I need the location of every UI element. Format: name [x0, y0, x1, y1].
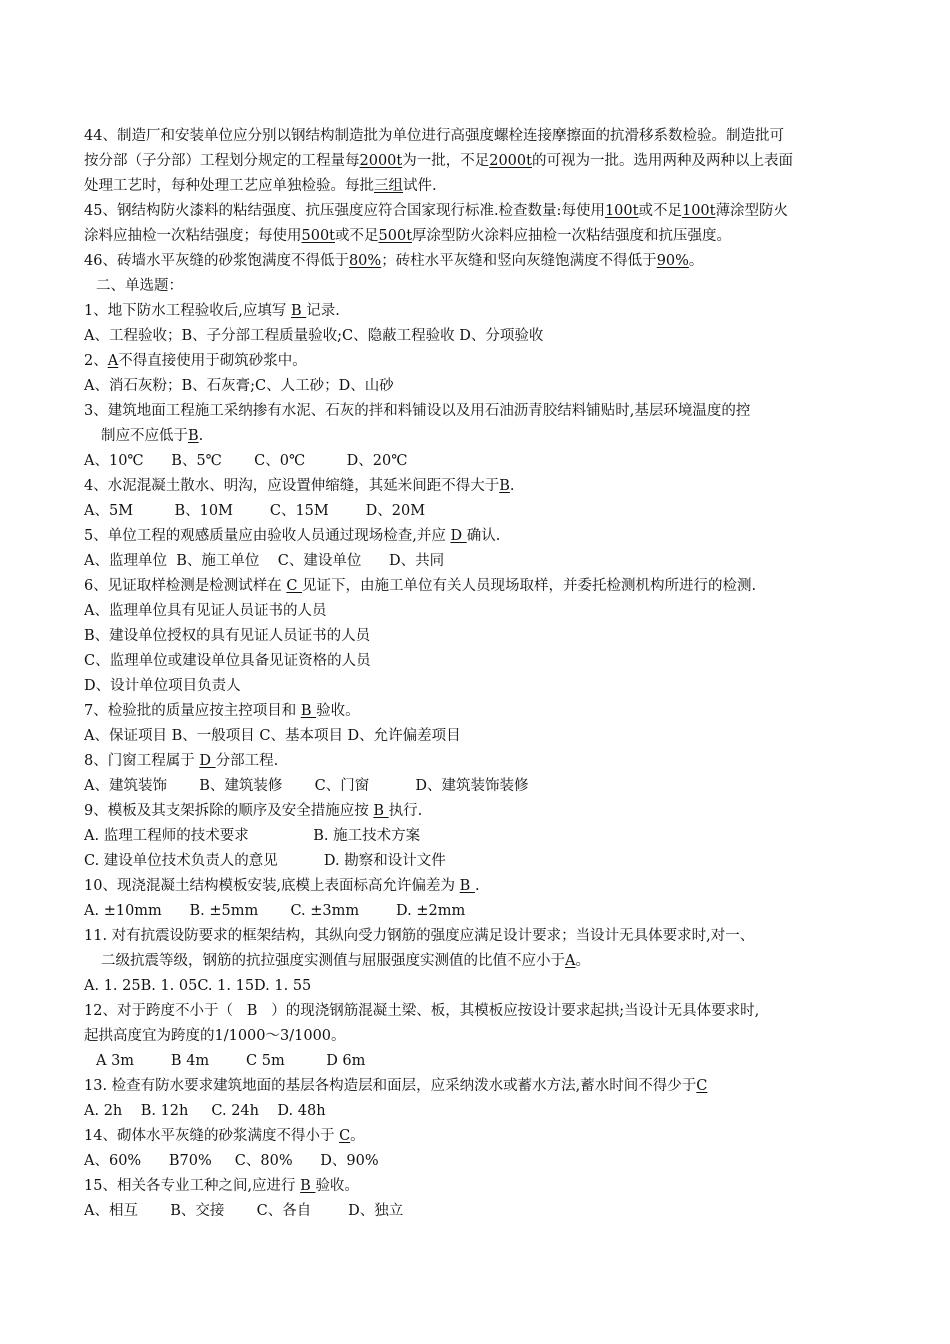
q13 — [84, 1076, 707, 1096]
text: A、5M B、10M C、15M D、20M — [84, 503, 426, 519]
line-44-c — [84, 176, 437, 196]
text: 2、 — [84, 353, 108, 369]
q4-options — [84, 501, 425, 521]
answer: C — [696, 1078, 708, 1094]
text: 制应不应低于 — [101, 428, 188, 444]
text: . — [198, 428, 204, 444]
text: A. 监理工程师的技术要求 B. 施工技术方案 — [84, 828, 421, 844]
text: 。 — [688, 253, 704, 269]
text: 或不足 — [335, 228, 379, 244]
q14-options — [84, 1151, 379, 1171]
answer: 100t — [681, 203, 716, 219]
q6-option-a — [84, 601, 326, 621]
text: ；砖柱水平灰缝和竖向灰缝饱满度不得低于 — [381, 253, 657, 269]
text: 验收。 — [315, 1178, 359, 1194]
text: 涂料应抽检一次粘结强度；每使用 — [84, 228, 302, 244]
text: 执行. — [388, 803, 423, 819]
text: 。 — [350, 1128, 365, 1144]
answer: 三组 — [374, 178, 403, 194]
text: 记录. — [306, 303, 340, 319]
text: A、相互 B、交接 C、各自 D、独立 — [84, 1203, 404, 1219]
q6-option-d — [84, 676, 241, 696]
text: . — [509, 478, 515, 494]
q14 — [84, 1126, 365, 1146]
text: 为一批，不足 — [402, 153, 490, 169]
answer: C — [339, 1128, 351, 1144]
answer: B — [459, 878, 475, 894]
q10-options — [84, 901, 465, 921]
answer: C — [286, 578, 303, 594]
line-44-b — [84, 151, 793, 171]
q7 — [84, 701, 360, 721]
line-44-a — [84, 126, 784, 146]
text: A、60% B70% C、80% D、90% — [84, 1153, 379, 1169]
q3-b — [101, 426, 203, 446]
q6 — [84, 576, 756, 596]
text: 见证下，由施工单位有关人员现场取样，并委托检测机构所进行的检测. — [302, 578, 757, 594]
text: A. ±10mm B. ±5mm C. ±3mm D. ±2mm — [84, 903, 466, 919]
text: C、监理单位或建设单位具备见证资格的人员 — [84, 653, 371, 669]
text: A. 1. 25B. 1. 05C. 1. 15D. 1. 55 — [84, 978, 312, 994]
answer: 500t — [378, 228, 413, 244]
text: 厚涂型防火涂料应抽检一次粘结强度和抗压强度。 — [412, 228, 732, 244]
q12-b — [84, 1026, 346, 1046]
text: 二级抗震等级，钢筋的抗拉强度实测值与屈服强度实测值的比值不应小于 — [101, 953, 565, 969]
text: 10、现浇混凝土结构模板安装,底模上表面标高允许偏差为 — [84, 878, 460, 894]
text: 试件. — [403, 178, 437, 194]
q8 — [84, 751, 278, 771]
text: 9、模板及其支架拆除的顺序及安全措施应按 — [84, 803, 374, 819]
text: 起拱高度宜为跨度的1/1000～3/1000。 — [84, 1028, 346, 1044]
q6-option-c — [84, 651, 371, 671]
text: 11. 对有抗震设防要求的框架结构，其纵向受力钢筋的强度应满足设计要求；当设计无具体要求时,对一、 — [84, 928, 755, 944]
text: A、监理单位 B、施工单位 C、建设单位 D、共同 — [84, 553, 445, 569]
line-45-b — [84, 226, 731, 246]
text: A. 2h B. 12h C. 24h D. 48h — [84, 1103, 326, 1119]
answer: B — [300, 703, 317, 719]
text: 或不足 — [638, 203, 682, 219]
q6-option-b — [84, 626, 370, 646]
text: 4、水泥混凝土散水、明沟，应设置伸缩缝，其延米间距不得大于 — [84, 478, 500, 494]
q1 — [84, 301, 340, 321]
answer: B — [499, 478, 510, 494]
text: 的可视为一批。选用两种及两种以上表面 — [531, 153, 793, 169]
text: 8、门窗工程属于 — [84, 753, 200, 769]
answer: 80% — [348, 253, 382, 269]
text: 薄涂型防火 — [715, 203, 788, 219]
text: 分部工程. — [215, 753, 279, 769]
text: 5、单位工程的观感质量应由验收人员通过现场检查,并应 — [84, 528, 451, 544]
text: 7、检验批的质量应按主控项目和 — [84, 703, 301, 719]
answer: 90% — [656, 253, 689, 269]
answer: D — [199, 753, 216, 769]
text: 6、见证取样检测是检测试样在 — [84, 578, 287, 594]
q5 — [84, 526, 500, 546]
text: 14、砌体水平灰缝的砂浆满度不得小于 — [84, 1128, 340, 1144]
answer: B — [300, 1178, 316, 1194]
q11-options — [84, 976, 311, 996]
text: 45、钢结构防火漆料的粘结强度、抗压强度应符合国家现行标准.检查数量:每使用 — [84, 203, 605, 219]
q9 — [84, 801, 422, 821]
q12-options — [96, 1051, 365, 1071]
text: 二、单选题： — [96, 278, 183, 294]
answer: 100t — [604, 203, 639, 219]
text: 1、地下防水工程验收后,应填写 — [84, 303, 291, 319]
text: 验收。 — [316, 703, 360, 719]
q3-options — [84, 451, 407, 471]
text: 15、相关各专业工种之间,应进行 — [84, 1178, 301, 1194]
text: A 3m B 4m C 5m D 6m — [96, 1053, 366, 1069]
text: 按分部（子分部）工程划分规定的工程量每 — [84, 153, 360, 169]
text: B、建设单位授权的具有见证人员证书的人员 — [84, 628, 371, 644]
q13-options — [84, 1101, 326, 1121]
q11-b — [101, 951, 590, 971]
text: A、工程验收；B、子分部工程质量验收;C、隐蔽工程验收 D、分项验收 — [84, 328, 544, 344]
q1-options — [84, 326, 543, 346]
text: 44、制造厂和安装单位应分别以钢结构制造批为单位进行高强度螺栓连接摩擦面的抗滑移系数检验。制造批可 — [84, 128, 784, 144]
answer: B — [290, 303, 307, 319]
text: 12、对于跨度不小于（ B ）的现浇钢筋混凝土梁、板，其模板应按设计要求起拱;当设计无具体要求时, — [84, 1003, 760, 1019]
answer: B — [188, 428, 199, 444]
text: 不得直接使用于砌筑砂浆中。 — [118, 353, 307, 369]
q9-options-cd — [84, 851, 446, 871]
answer: 500t — [301, 228, 336, 244]
answer: 2000t — [489, 153, 532, 169]
text: D、设计单位项目负责人 — [84, 678, 241, 694]
q12-a — [84, 1001, 759, 1021]
text: A、监理单位具有见证人员证书的人员 — [84, 603, 327, 619]
answer: D — [450, 528, 467, 544]
q5-options — [84, 551, 444, 571]
line-46 — [84, 251, 703, 271]
q2-options — [84, 376, 394, 396]
text: . — [474, 878, 480, 894]
text: C. 建设单位技术负责人的意见 D. 勘察和设计文件 — [84, 853, 446, 869]
text: 。 — [575, 953, 590, 969]
q3-a — [84, 401, 750, 421]
q8-options — [84, 776, 528, 796]
text: 3、建筑地面工程施工采纳掺有水泥、石灰的拌和料铺设以及用石油沥青胶结料铺贴时,基层环境温度的控 — [84, 403, 751, 419]
text: 46、砖墙水平灰缝的砂浆饱满度不得低于 — [84, 253, 349, 269]
q4 — [84, 476, 515, 496]
text: A、消石灰粉；B、石灰膏;C、人工砂；D、山砂 — [84, 378, 394, 394]
answer: B — [373, 803, 389, 819]
text: 处理工艺时，每种处理工艺应单独检验。每批 — [84, 178, 374, 194]
q10 — [84, 876, 480, 896]
text: A、建筑装饰 B、建筑装修 C、门窗 D、建筑装饰装修 — [84, 778, 529, 794]
q15 — [84, 1176, 359, 1196]
answer: A — [107, 353, 119, 369]
answer: A — [565, 953, 576, 969]
q11-a — [84, 926, 754, 946]
q7-options — [84, 726, 461, 746]
q9-options-ab — [84, 826, 420, 846]
section-heading — [96, 276, 183, 296]
answer: 2000t — [359, 153, 403, 169]
line-45-a — [84, 201, 788, 221]
q15-options — [84, 1201, 403, 1221]
text: 确认. — [466, 528, 501, 544]
q2 — [84, 351, 307, 371]
text: A、保证项目 B、一般项目 C、基本项目 D、允许偏差项目 — [84, 728, 461, 744]
text: A、10℃ B、5℃ C、0℃ D、20℃ — [84, 453, 408, 469]
text: 13. 检查有防水要求建筑地面的基层各构造层和面层，应采纳泼水或蓄水方法,蓄水时间不得少于 — [84, 1078, 697, 1094]
